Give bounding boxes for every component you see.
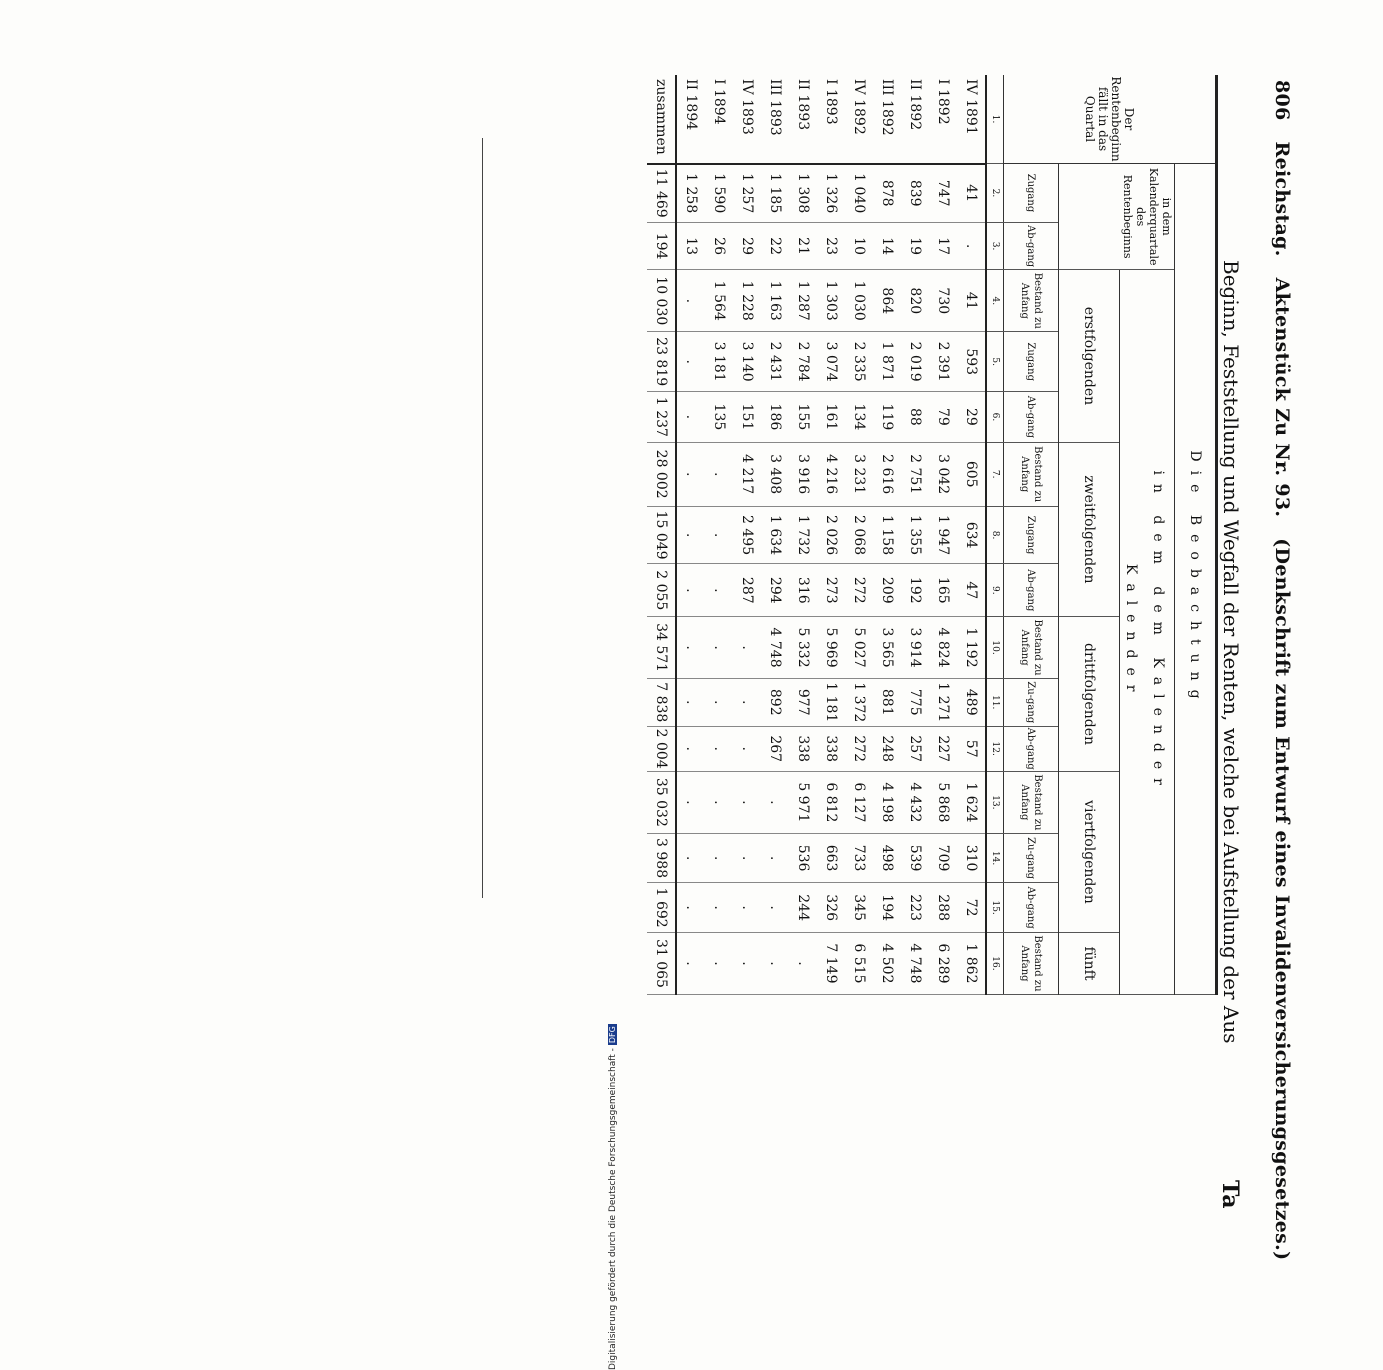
table-row (761, 75, 789, 995)
table-row (817, 75, 845, 995)
value-cell: 864 (873, 270, 901, 332)
value-cell: 273 (817, 564, 845, 617)
quarter-cell: III 1893 (761, 75, 789, 164)
value-cell: 977 (789, 679, 817, 726)
value-cell: 775 (901, 679, 929, 726)
value-cell: 10 (845, 222, 873, 269)
value-cell: . (676, 442, 705, 506)
value-cell: 1 326 (817, 164, 845, 223)
value-cell: 194 (873, 883, 901, 933)
value-cell: . (761, 833, 789, 883)
value-cell: 1 040 (845, 164, 873, 223)
value-cell: 498 (873, 833, 901, 883)
value-cell: 4 502 (873, 932, 901, 994)
total-cell: 2 004 (647, 726, 676, 771)
value-cell: 79 (929, 392, 957, 443)
value-cell: 209 (873, 564, 901, 617)
value-cell: 1 862 (957, 932, 986, 994)
value-cell: 135 (705, 392, 733, 443)
value-cell: . (705, 771, 733, 833)
value-cell: 733 (845, 833, 873, 883)
value-cell: 1 947 (929, 506, 957, 564)
quarter-cell: IV 1893 (733, 75, 761, 164)
subgroup-4: viertfolgenden (1059, 771, 1120, 932)
subgroup-2: zweitfolgenden (1059, 442, 1120, 616)
value-cell: 1 564 (705, 270, 733, 332)
value-cell: 605 (957, 442, 986, 506)
value-cell: 26 (705, 222, 733, 269)
table-row (929, 75, 957, 995)
value-cell: 1 192 (957, 617, 986, 679)
value-cell: 4 198 (873, 771, 901, 833)
value-cell: 539 (901, 833, 929, 883)
total-label: zusammen (647, 75, 676, 164)
value-cell: 1 355 (901, 506, 929, 564)
quarter-cell: I 1892 (929, 75, 957, 164)
value-cell: 227 (929, 726, 957, 771)
value-cell: 248 (873, 726, 901, 771)
total-cell: 1 237 (647, 392, 676, 443)
value-cell: . (733, 679, 761, 726)
column-number: 13. (986, 771, 1004, 833)
column-number: 7. (986, 442, 1004, 506)
value-cell: 29 (733, 222, 761, 269)
value-cell: 1 257 (733, 164, 761, 223)
total-cell: 31 065 (647, 932, 676, 994)
value-cell: 326 (817, 883, 845, 933)
value-cell: 88 (901, 392, 929, 443)
table-row (789, 75, 817, 995)
column-number: 11. (986, 679, 1004, 726)
value-cell: 2 391 (929, 332, 957, 392)
in-quarter-header: in dem Kalenderquartale des Rentenbeginns (1120, 164, 1175, 270)
value-cell: 878 (873, 164, 901, 223)
column-label: Bestand zu Anfang (1004, 771, 1059, 833)
value-cell: 2 616 (873, 442, 901, 506)
quarter-cell: IV 1892 (845, 75, 873, 164)
page-number: 806 (1271, 80, 1293, 121)
value-cell: . (761, 771, 789, 833)
value-cell: . (733, 726, 761, 771)
value-cell: 41 (957, 270, 986, 332)
value-cell: 892 (761, 679, 789, 726)
value-cell: 134 (845, 392, 873, 443)
value-cell: 2 068 (845, 506, 873, 564)
value-cell: . (705, 442, 733, 506)
value-cell: 3 914 (901, 617, 929, 679)
value-cell: 338 (789, 726, 817, 771)
digitization-text: Digitalisierung gefördert durch die Deutsche Forschungsgemeinschaft - (608, 1048, 618, 1370)
value-cell: 2 784 (789, 332, 817, 392)
value-cell: . (676, 771, 705, 833)
quarter-cell: II 1892 (901, 75, 929, 164)
column-number: 4. (986, 270, 1004, 332)
value-cell: 6 812 (817, 771, 845, 833)
value-cell: 1 732 (789, 506, 817, 564)
value-cell: . (705, 564, 733, 617)
value-cell: 839 (901, 164, 929, 223)
total-row (647, 75, 676, 995)
value-cell: . (733, 833, 761, 883)
value-cell: 6 127 (845, 771, 873, 833)
column-label: Zugang (1004, 332, 1059, 392)
value-cell: . (676, 506, 705, 564)
total-cell: 10 030 (647, 270, 676, 332)
table-row (705, 75, 733, 995)
value-cell: 1 181 (817, 679, 845, 726)
column-number: 14. (986, 833, 1004, 883)
value-cell: 5 027 (845, 617, 873, 679)
value-cell: 3 042 (929, 442, 957, 506)
quarter-cell: I 1894 (705, 75, 733, 164)
table-title: Beginn, Feststellung und Wegfall der Renten, welche bei Aufstellung der Aus (1219, 260, 1243, 1044)
total-cell: 28 002 (647, 442, 676, 506)
value-cell: 7 149 (817, 932, 845, 994)
value-cell: . (789, 932, 817, 994)
value-cell: 338 (817, 726, 845, 771)
value-cell: . (705, 932, 733, 994)
value-cell: 294 (761, 564, 789, 617)
column-label: Ab-gang (1004, 883, 1059, 933)
value-cell: 310 (957, 833, 986, 883)
value-cell: 161 (817, 392, 845, 443)
value-cell: 272 (845, 564, 873, 617)
value-cell: 21 (789, 222, 817, 269)
value-cell: 1 287 (789, 270, 817, 332)
page-header (1271, 80, 1293, 1261)
value-cell: . (705, 506, 733, 564)
column-label: Ab-gang (1004, 564, 1059, 617)
value-cell: . (676, 617, 705, 679)
value-cell: 3 916 (789, 442, 817, 506)
value-cell: 747 (929, 164, 957, 223)
value-cell: 223 (901, 883, 929, 933)
column-label: Zu-gang (1004, 833, 1059, 883)
value-cell: 4 748 (901, 932, 929, 994)
value-cell: 288 (929, 883, 957, 933)
value-cell: 6 515 (845, 932, 873, 994)
value-cell: 3 181 (705, 332, 733, 392)
value-cell: 709 (929, 833, 957, 883)
value-cell: 155 (789, 392, 817, 443)
total-cell: 7 838 (647, 679, 676, 726)
value-cell: 3 565 (873, 617, 901, 679)
column-label: Ab-gang (1004, 222, 1059, 269)
value-cell: 3 140 (733, 332, 761, 392)
value-cell: 151 (733, 392, 761, 443)
value-cell: 257 (901, 726, 929, 771)
column-number: 3. (986, 222, 1004, 269)
value-cell: 47 (957, 564, 986, 617)
value-cell: . (676, 726, 705, 771)
table-row (901, 75, 929, 995)
rent-table (647, 75, 1218, 995)
value-cell: . (676, 833, 705, 883)
column-label: Bestand zu Anfang (1004, 932, 1059, 994)
value-cell: . (733, 932, 761, 994)
source-label: Reichstag. (1271, 141, 1293, 257)
value-cell: 23 (817, 222, 845, 269)
value-cell: 663 (817, 833, 845, 883)
value-cell: 4 824 (929, 617, 957, 679)
total-cell: 34 571 (647, 617, 676, 679)
column-label: Bestand zu Anfang (1004, 442, 1059, 506)
column-number: 15. (986, 883, 1004, 933)
value-cell: . (705, 883, 733, 933)
value-cell: 29 (957, 392, 986, 443)
quarter-cell: II 1894 (676, 75, 705, 164)
column-label: Bestand zu Anfang (1004, 270, 1059, 332)
value-cell: 1 258 (676, 164, 705, 223)
subgroup-1: erstfolgenden (1059, 270, 1120, 442)
column-label: Zugang (1004, 164, 1059, 223)
value-cell: . (676, 883, 705, 933)
value-cell: . (676, 332, 705, 392)
quarter-cell: II 1893 (789, 75, 817, 164)
value-cell: . (705, 726, 733, 771)
table-row (957, 75, 986, 995)
column-label: Zugang (1004, 506, 1059, 564)
value-cell: 5 969 (817, 617, 845, 679)
column-label: Bestand zu Anfang (1004, 617, 1059, 679)
value-cell: 1 871 (873, 332, 901, 392)
value-cell: . (676, 392, 705, 443)
total-cell: 1 692 (647, 883, 676, 933)
value-cell: 3 074 (817, 332, 845, 392)
value-cell: . (676, 270, 705, 332)
value-cell: 1 158 (873, 506, 901, 564)
value-cell: 19 (901, 222, 929, 269)
value-cell: 1 624 (957, 771, 986, 833)
value-cell: 287 (733, 564, 761, 617)
value-cell: 41 (957, 164, 986, 223)
column-number: 10. (986, 617, 1004, 679)
value-cell: 881 (873, 679, 901, 726)
value-cell: 119 (873, 392, 901, 443)
quarter-cell: I 1893 (817, 75, 845, 164)
column-label: Zu-gang (1004, 679, 1059, 726)
column-number: 16. (986, 932, 1004, 994)
value-cell: . (761, 932, 789, 994)
table-title-end: Ta (1217, 1180, 1243, 1209)
column-number: 1. (986, 75, 1004, 164)
table-row (873, 75, 901, 995)
value-cell: 272 (845, 726, 873, 771)
document-label: Aktenstück Zu Nr. 93. (1271, 277, 1293, 518)
value-cell: 72 (957, 883, 986, 933)
value-cell: 593 (957, 332, 986, 392)
total-cell: 3 988 (647, 833, 676, 883)
value-cell: 2 495 (733, 506, 761, 564)
column-number: 8. (986, 506, 1004, 564)
value-cell: 22 (761, 222, 789, 269)
value-cell: . (957, 222, 986, 269)
value-cell: 2 431 (761, 332, 789, 392)
group-calendar-2: Kalender (1120, 270, 1143, 995)
value-cell: 1 030 (845, 270, 873, 332)
value-cell: 186 (761, 392, 789, 443)
value-cell: . (676, 564, 705, 617)
total-cell: 35 032 (647, 771, 676, 833)
total-cell: 23 819 (647, 332, 676, 392)
value-cell: 5 868 (929, 771, 957, 833)
total-cell: 11 469 (647, 164, 676, 223)
group-calendar: in dem dem Kalender (1142, 270, 1175, 995)
value-cell: 4 432 (901, 771, 929, 833)
document-description: (Denkschrift zum Entwurf eines Invalidenversicherungsgesetzes.) (1271, 538, 1293, 1261)
value-cell: 1 163 (761, 270, 789, 332)
value-cell: 244 (789, 883, 817, 933)
value-cell: 1 228 (733, 270, 761, 332)
table-row (676, 75, 705, 995)
column-number: 6. (986, 392, 1004, 443)
value-cell: 345 (845, 883, 873, 933)
value-cell: 14 (873, 222, 901, 269)
value-cell: 4 216 (817, 442, 845, 506)
value-cell: 13 (676, 222, 705, 269)
value-cell: 536 (789, 833, 817, 883)
value-cell: 2 335 (845, 332, 873, 392)
value-cell: 730 (929, 270, 957, 332)
value-cell: 1 185 (761, 164, 789, 223)
value-cell: 57 (957, 726, 986, 771)
value-cell: 6 289 (929, 932, 957, 994)
value-cell: 1 634 (761, 506, 789, 564)
digitization-note (608, 990, 618, 1370)
table-row (733, 75, 761, 995)
value-cell: . (705, 679, 733, 726)
value-cell: 1 303 (817, 270, 845, 332)
column-label: Ab-gang (1004, 726, 1059, 771)
value-cell: 4 748 (761, 617, 789, 679)
total-cell: 194 (647, 222, 676, 269)
stub-header: Der Rentenbeginn fällt in das Quartal (1004, 75, 1217, 164)
value-cell: 5 332 (789, 617, 817, 679)
table-wrapper (647, 75, 1218, 995)
value-cell: 3 231 (845, 442, 873, 506)
value-cell: 2 019 (901, 332, 929, 392)
value-cell: 5 971 (789, 771, 817, 833)
value-cell: . (733, 883, 761, 933)
column-number: 9. (986, 564, 1004, 617)
column-number: 2. (986, 164, 1004, 223)
value-cell: 2 751 (901, 442, 929, 506)
total-cell: 2 055 (647, 564, 676, 617)
column-number: 12. (986, 726, 1004, 771)
value-cell: 267 (761, 726, 789, 771)
value-cell: 316 (789, 564, 817, 617)
quarter-cell: III 1892 (873, 75, 901, 164)
value-cell: 489 (957, 679, 986, 726)
value-cell: . (761, 883, 789, 933)
column-label: Ab-gang (1004, 392, 1059, 443)
value-cell: 2 026 (817, 506, 845, 564)
value-cell: 165 (929, 564, 957, 617)
table-row (845, 75, 873, 995)
value-cell: 4 217 (733, 442, 761, 506)
value-cell: . (733, 771, 761, 833)
value-cell: . (705, 833, 733, 883)
bottom-rule (482, 138, 483, 898)
value-cell: . (705, 617, 733, 679)
value-cell: 3 408 (761, 442, 789, 506)
value-cell: 17 (929, 222, 957, 269)
quarter-cell: IV 1891 (957, 75, 986, 164)
subgroup-5: fünft (1059, 932, 1120, 994)
dfg-logo: DFG (608, 1026, 617, 1044)
subgroup-3: drittfolgenden (1059, 617, 1120, 772)
value-cell: 820 (901, 270, 929, 332)
value-cell: 1 308 (789, 164, 817, 223)
value-cell: . (733, 617, 761, 679)
column-number: 5. (986, 332, 1004, 392)
value-cell: 1 372 (845, 679, 873, 726)
value-cell: 192 (901, 564, 929, 617)
value-cell: 1 590 (705, 164, 733, 223)
group-observation: Die Beobachtung (1175, 164, 1217, 995)
total-cell: 15 049 (647, 506, 676, 564)
value-cell: 1 271 (929, 679, 957, 726)
value-cell: 634 (957, 506, 986, 564)
value-cell: . (676, 679, 705, 726)
value-cell: . (676, 932, 705, 994)
